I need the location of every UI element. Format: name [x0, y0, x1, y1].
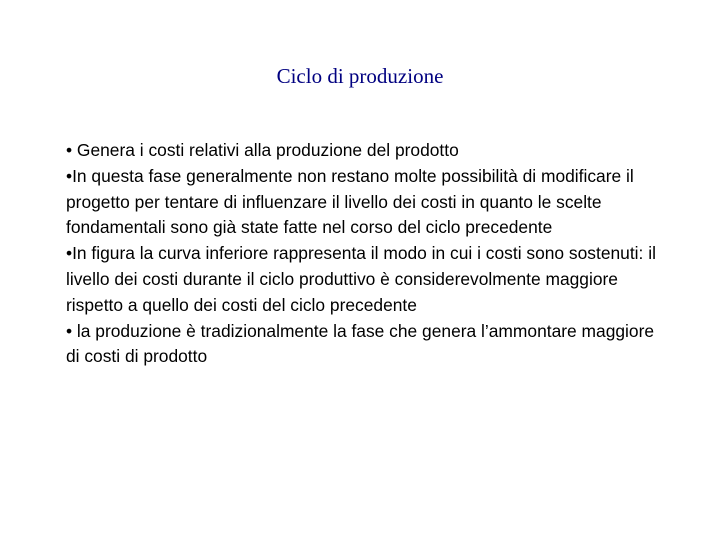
bullet-item: •In questa fase generalmente non restano molte possibilità di modificare il progetto per tentare di influenzare il livello dei costi in quanto le scelte fondamentali sono già state fatte nel corso del ciclo precedente — [66, 165, 634, 238]
bullet-item: • la produzione è tradizionalmente la fase che genera l’ammontare maggiore di costi di prodotto — [66, 320, 655, 367]
bullet-item: •In figura la curva inferiore rappresenta il modo in cui i costi sono sostenuti: il livello dei costi durante il ciclo produttivo è considerevolmente maggiore rispetto a quello dei costi del ciclo precedente — [66, 243, 656, 315]
slide-title: Ciclo di produzione — [276, 64, 444, 88]
bullet-item: • Genera i costi relativi alla produzione del prodotto — [66, 140, 459, 160]
bullet-list — [66, 138, 666, 370]
